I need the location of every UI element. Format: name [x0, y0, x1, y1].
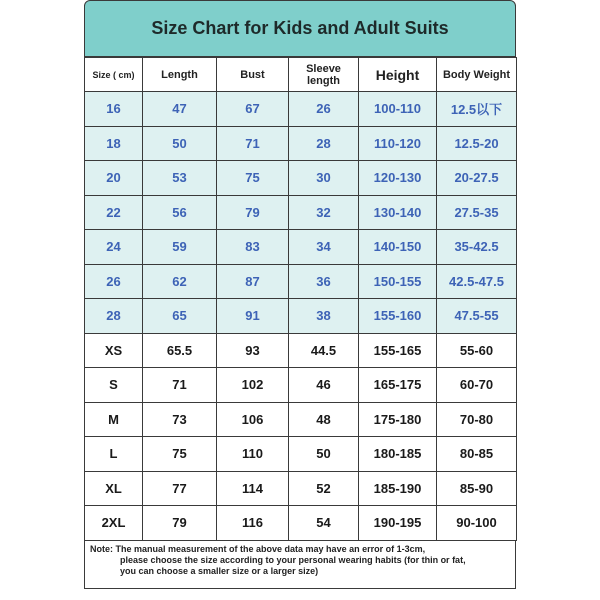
cell-body-weight: 70-80	[437, 402, 517, 437]
cell-sleeve-length: 36	[289, 264, 359, 299]
cell-body-weight: 35-42.5	[437, 230, 517, 265]
table-row	[85, 126, 517, 161]
cell-sleeve-length: 34	[289, 230, 359, 265]
cell-sleeve-length: 26	[289, 92, 359, 127]
cell-height: 120-130	[359, 161, 437, 196]
cell-size: S	[85, 368, 143, 403]
cell-sleeve-length: 38	[289, 299, 359, 334]
note-line-3: you can choose a smaller size or a larger size)	[120, 565, 319, 576]
header-length: Length	[143, 58, 217, 92]
table-row	[85, 230, 517, 265]
size-chart	[84, 0, 516, 600]
cell-size: 22	[85, 195, 143, 230]
table-row	[85, 299, 517, 334]
cell-bust: 93	[217, 333, 289, 368]
cell-size: XL	[85, 471, 143, 506]
cell-height: 100-110	[359, 92, 437, 127]
cell-height: 175-180	[359, 402, 437, 437]
cell-sleeve-length: 32	[289, 195, 359, 230]
cell-sleeve-length: 52	[289, 471, 359, 506]
header-sleeve-length: Sleeve length	[289, 58, 359, 92]
cell-size: 26	[85, 264, 143, 299]
cell-size: 24	[85, 230, 143, 265]
cell-length: 65.5	[143, 333, 217, 368]
cell-sleeve-length: 50	[289, 437, 359, 472]
cell-length: 79	[143, 506, 217, 541]
table-row	[85, 92, 517, 127]
cell-body-weight: 47.5-55	[437, 299, 517, 334]
cell-sleeve-length: 48	[289, 402, 359, 437]
cell-height: 180-185	[359, 437, 437, 472]
header-height: Height	[359, 58, 437, 92]
cell-body-weight: 85-90	[437, 471, 517, 506]
table-row	[85, 402, 517, 437]
cell-height: 155-160	[359, 299, 437, 334]
measurement-note	[84, 541, 516, 589]
cell-height: 130-140	[359, 195, 437, 230]
cell-bust: 116	[217, 506, 289, 541]
table-row	[85, 437, 517, 472]
cell-size: M	[85, 402, 143, 437]
table-row	[85, 333, 517, 368]
cell-length: 53	[143, 161, 217, 196]
cell-height: 185-190	[359, 471, 437, 506]
cell-size: XS	[85, 333, 143, 368]
cell-length: 77	[143, 471, 217, 506]
cell-bust: 110	[217, 437, 289, 472]
cell-bust: 71	[217, 126, 289, 161]
cell-sleeve-length: 28	[289, 126, 359, 161]
cell-body-weight: 42.5-47.5	[437, 264, 517, 299]
cell-length: 62	[143, 264, 217, 299]
size-table	[84, 57, 517, 541]
table-row	[85, 264, 517, 299]
cell-bust: 114	[217, 471, 289, 506]
cell-length: 47	[143, 92, 217, 127]
cell-length: 59	[143, 230, 217, 265]
header-row	[85, 58, 517, 92]
title-bar	[84, 0, 516, 57]
cell-height: 150-155	[359, 264, 437, 299]
cell-sleeve-length: 30	[289, 161, 359, 196]
header-bust: Bust	[217, 58, 289, 92]
cell-body-weight: 12.5以下	[437, 92, 517, 127]
table-row	[85, 368, 517, 403]
cell-length: 65	[143, 299, 217, 334]
table-row	[85, 506, 517, 541]
cell-sleeve-length: 54	[289, 506, 359, 541]
cell-body-weight: 20-27.5	[437, 161, 517, 196]
cell-bust: 75	[217, 161, 289, 196]
table-row	[85, 471, 517, 506]
table-row	[85, 195, 517, 230]
note-line-2: please choose the size according to your personal wearing habits (for thin or fat,	[120, 554, 466, 565]
cell-size: 28	[85, 299, 143, 334]
cell-size: L	[85, 437, 143, 472]
cell-body-weight: 60-70	[437, 368, 517, 403]
cell-size: 18	[85, 126, 143, 161]
cell-body-weight: 80-85	[437, 437, 517, 472]
table-body	[85, 92, 517, 541]
cell-sleeve-length: 46	[289, 368, 359, 403]
table-row	[85, 161, 517, 196]
cell-bust: 83	[217, 230, 289, 265]
cell-length: 50	[143, 126, 217, 161]
cell-height: 190-195	[359, 506, 437, 541]
cell-length: 56	[143, 195, 217, 230]
cell-length: 73	[143, 402, 217, 437]
cell-body-weight: 90-100	[437, 506, 517, 541]
chart-title: Size Chart for Kids and Adult Suits	[151, 18, 449, 38]
cell-bust: 79	[217, 195, 289, 230]
cell-size: 16	[85, 92, 143, 127]
cell-bust: 102	[217, 368, 289, 403]
cell-body-weight: 27.5-35	[437, 195, 517, 230]
header-body-weight: Body Weight	[437, 58, 517, 92]
cell-height: 155-165	[359, 333, 437, 368]
cell-length: 75	[143, 437, 217, 472]
cell-bust: 67	[217, 92, 289, 127]
cell-size: 2XL	[85, 506, 143, 541]
cell-height: 140-150	[359, 230, 437, 265]
cell-size: 20	[85, 161, 143, 196]
cell-body-weight: 55-60	[437, 333, 517, 368]
cell-bust: 87	[217, 264, 289, 299]
cell-length: 71	[143, 368, 217, 403]
cell-sleeve-length: 44.5	[289, 333, 359, 368]
header-size: Size ( cm)	[85, 58, 143, 92]
cell-bust: 91	[217, 299, 289, 334]
cell-height: 110-120	[359, 126, 437, 161]
cell-body-weight: 12.5-20	[437, 126, 517, 161]
note-line-1: Note: The manual measurement of the above data may have an error of 1-3cm,	[90, 543, 426, 554]
cell-height: 165-175	[359, 368, 437, 403]
cell-bust: 106	[217, 402, 289, 437]
